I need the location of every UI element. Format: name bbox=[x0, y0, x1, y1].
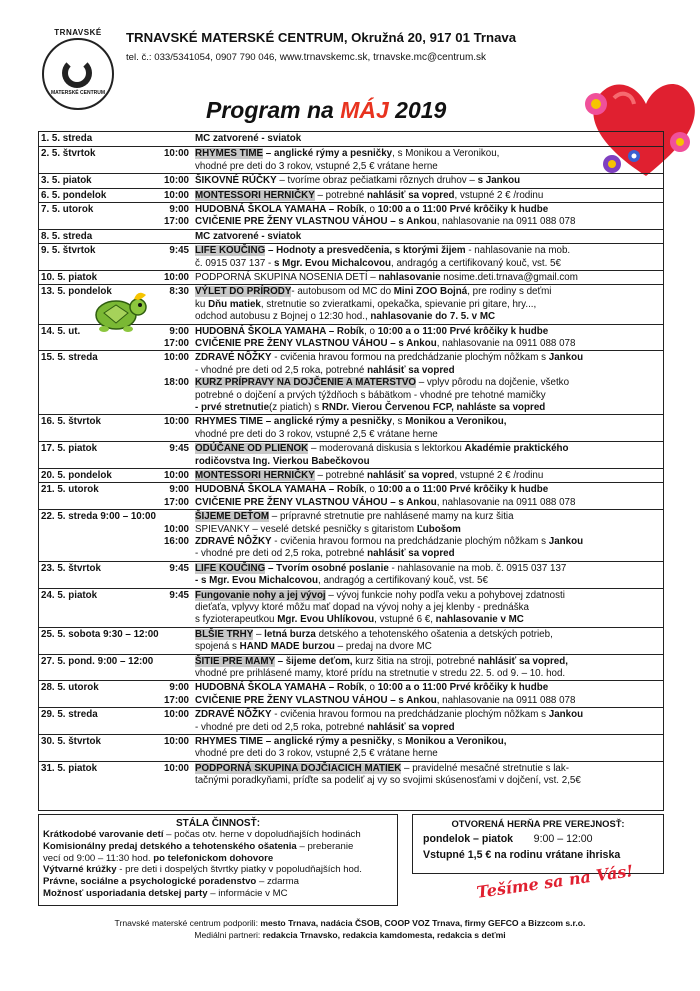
event-time: 10:00 bbox=[163, 272, 189, 283]
text-segment: - nahlasovanie na mob. č. 0915 037 137 bbox=[388, 562, 567, 574]
event-time: 18:00 bbox=[163, 377, 189, 389]
playroom-title: OTVORENÁ HERŇA PRE VEREJNOSŤ: bbox=[451, 818, 625, 829]
bold-text-segment: 10:00 a o 11:00 Prvé krôčiky k hudbe bbox=[377, 204, 549, 215]
schedule-row bbox=[39, 707, 663, 734]
bold-text-segment: ZDRAVÉ NÔŽKY bbox=[195, 535, 272, 547]
text-segment: , s bbox=[392, 736, 406, 747]
bold-text-segment: 10:00 a o 11:00 Prvé krôčiky k hudbe bbox=[377, 682, 549, 694]
bold-text-segment: nahlásiť sa vopred bbox=[367, 189, 455, 201]
text-segment: nosime.deti.trnava@gmail.com bbox=[440, 272, 578, 283]
c-logo-icon bbox=[62, 58, 92, 88]
schedule-row bbox=[39, 229, 663, 243]
text-segment: odchod autobusu z Bojnej o 12:30 hod., bbox=[195, 311, 371, 323]
schedule-row bbox=[39, 734, 663, 761]
event-time: 17:00 bbox=[163, 694, 189, 706]
event-date: 3. 5. piatok bbox=[41, 175, 92, 187]
schedule-row bbox=[39, 132, 663, 146]
turtle-icon bbox=[90, 285, 148, 335]
title-month: MÁJ bbox=[340, 97, 389, 123]
event-time: 9:45 bbox=[169, 443, 189, 455]
bold-text-segment: Mgr. Evou Uhlíkovou bbox=[277, 614, 375, 626]
bold-text-segment: nahlásiť sa vopred, bbox=[477, 655, 568, 667]
bold-text-segment: nahlasovanie bbox=[378, 272, 441, 283]
schedule-row bbox=[39, 761, 663, 788]
playroom-fee: Vstupné 1,5 € na rodinu vrátane ihriska bbox=[423, 849, 621, 861]
bold-text-segment: s Jankou bbox=[477, 175, 521, 187]
text-segment: vhodné pre deti do 3 rokov, vstupné 2,5 € vrátane herne bbox=[195, 160, 438, 172]
bold-text-segment: Možnosť usporiadania detskej party bbox=[43, 887, 208, 899]
schedule-row bbox=[39, 414, 663, 441]
bold-text-segment: - prvé stretnutie bbox=[195, 401, 270, 413]
event-description-line bbox=[195, 511, 514, 523]
text-segment: spojená s bbox=[195, 641, 240, 653]
bold-text-segment: Jankou bbox=[548, 709, 584, 721]
bold-text-segment: nahlásiť sa vopred bbox=[367, 364, 455, 376]
logo bbox=[42, 28, 114, 106]
text-segment: - cvičenia hravou formou na predchádzanie plochým nôžkam s bbox=[271, 352, 549, 364]
bold-text-segment: ŠIJEME DEŤOM bbox=[195, 511, 270, 523]
bold-text-segment: PODPORNÁ SKUPINA DOJČIACICH MATIEK bbox=[195, 762, 402, 774]
text-segment: , stretnutie so zvieratkami, opekačka, spievanie pri gitare, hry..., bbox=[260, 298, 537, 310]
footer-media bbox=[0, 930, 700, 940]
permanent-activities-box bbox=[38, 814, 398, 906]
schedule-row bbox=[39, 680, 663, 707]
text-segment: – informácie v MC bbox=[207, 887, 288, 899]
schedule-table bbox=[38, 131, 664, 811]
text-segment: (z piatich) s bbox=[269, 401, 322, 413]
event-date: 14. 5. ut. bbox=[41, 325, 81, 337]
event-description-line bbox=[195, 204, 548, 216]
event-description-line bbox=[195, 352, 583, 364]
bold-text-segment: s Mgr. Evou Michalcovou bbox=[273, 257, 392, 269]
bold-text-segment: nahlásiť sa vopred bbox=[367, 548, 455, 560]
text-segment: - pre deti i dospelých štvrtky piatky v popoludňajších hod. bbox=[116, 864, 362, 876]
text-segment: , vstupné 2 € /rodinu bbox=[454, 470, 544, 481]
event-description-line bbox=[195, 470, 543, 482]
event-date: 10. 5. piatok bbox=[41, 272, 98, 283]
event-time: 10:00 bbox=[163, 762, 189, 774]
permanent-activity-line bbox=[43, 829, 393, 841]
event-description-line bbox=[195, 548, 455, 560]
bold-text-segment: Monikou a Veronikou, bbox=[405, 416, 507, 428]
event-date: 29. 5. streda bbox=[41, 709, 98, 721]
event-description-line bbox=[195, 641, 432, 653]
event-description-line bbox=[195, 338, 575, 350]
event-time: 9:00 bbox=[169, 682, 189, 694]
bold-text-segment: Jankou bbox=[548, 535, 584, 547]
text-segment: , o bbox=[364, 204, 378, 215]
event-description-line bbox=[195, 429, 438, 441]
event-description-line bbox=[195, 365, 455, 377]
text-segment: tačnými poradkyňami, príďte sa podeliť aj vy so svojimi skúsenosťami v dojčení, vst. 2,5€ bbox=[195, 775, 581, 787]
logo-bottom-text: MATERSKÉ CENTRUM bbox=[50, 90, 106, 96]
event-description-line bbox=[195, 148, 499, 160]
event-description-line bbox=[195, 161, 438, 173]
event-description-line bbox=[195, 602, 529, 614]
event-date: 15. 5. streda bbox=[41, 352, 98, 364]
event-description-line bbox=[195, 443, 569, 455]
bold-text-segment: Jankou bbox=[548, 352, 584, 364]
text-segment: - vhodné pre deti od 2,5 roka, potrebné bbox=[195, 364, 368, 376]
event-description-line bbox=[195, 299, 536, 311]
event-description-line bbox=[195, 456, 370, 468]
phone-numbers: tel. č.: 033/5341054, 0907 790 046, bbox=[126, 52, 277, 63]
event-time: 16:00 bbox=[163, 535, 189, 547]
schedule-row bbox=[39, 561, 663, 588]
text-segment: - cvičenia hravou formou na predchádzanie plochým nôžkam s bbox=[271, 709, 549, 721]
text-segment: , nahlasovanie na 0911 088 078 bbox=[436, 216, 576, 228]
event-description-line bbox=[195, 775, 581, 787]
schedule-row bbox=[39, 188, 663, 202]
bold-text-segment: 10:00 a o 11:00 Prvé krôčiky k hudbe bbox=[377, 484, 549, 496]
permanent-activity-line bbox=[43, 864, 393, 876]
event-date: 17. 5. piatok bbox=[41, 443, 98, 455]
text-segment: , nahlasovanie na 0911 088 078 bbox=[436, 694, 576, 706]
text-segment: vhodné pre deti do 3 rokov, vstupné 2,5 € vrátane herne bbox=[195, 748, 438, 760]
text-segment: – preberanie bbox=[296, 840, 354, 852]
event-time: 10:00 bbox=[163, 470, 189, 481]
schedule-row bbox=[39, 482, 663, 509]
event-date: 30. 5. štvrtok bbox=[41, 736, 101, 747]
logo-top-text: TRNAVSKÉ bbox=[54, 28, 102, 37]
text-segment: – počas otv. herne v dopoludňajších hodinách bbox=[163, 829, 361, 840]
bold-text-segment: KURZ PRÍPRAVY NA DOJČENIE A MATERSTVO bbox=[195, 377, 416, 389]
event-description-line bbox=[195, 629, 553, 641]
text-segment: PODPORNÁ SKUPINA NOSENIA DETÍ – bbox=[195, 272, 379, 283]
bold-text-segment: Komisionálny predaj detského a tehotenského ošatenia bbox=[43, 840, 297, 852]
bold-text-segment: – anglické rýmy a pesničky bbox=[263, 148, 393, 160]
event-description-line bbox=[195, 682, 548, 694]
text-segment: – moderovaná diskusia s lektorkou bbox=[308, 443, 465, 455]
event-description-line bbox=[195, 416, 506, 428]
event-date: 6. 5. pondelok bbox=[41, 189, 107, 201]
permanent-activity-line bbox=[43, 853, 393, 865]
text-segment: , andragóg a certifikovaný kouč, vst. 5€ bbox=[318, 575, 488, 587]
event-description-line bbox=[195, 536, 583, 548]
event-description-line bbox=[195, 484, 548, 496]
event-time: 10:00 bbox=[163, 352, 189, 364]
text-segment: – vývoj funkcie nohy podľa veku a pohybovej zdatnosti bbox=[325, 589, 565, 601]
permanent-title: STÁLA ČINNOSŤ: bbox=[175, 818, 261, 829]
schedule-row bbox=[39, 202, 663, 229]
event-time: 9:00 bbox=[169, 325, 189, 337]
bold-text-segment: Dňu matiek bbox=[208, 298, 261, 310]
bold-text-segment: CVIČENIE PRE ŽENY VLASTNOU VÁHOU – s Ankou bbox=[195, 216, 437, 228]
text-segment: , andragóg a certifikovaný kouč, vst. 5€ bbox=[391, 257, 561, 269]
bold-text-segment: Akadémie praktického bbox=[464, 443, 569, 455]
web-email[interactable]: www.trnavskemc.sk, trnavske.mc@centrum.sk bbox=[279, 52, 487, 63]
bold-text-segment: Mini ZOO Bojná bbox=[393, 286, 468, 298]
bold-text-segment: rodičovstva Ing. Vierkou Babečkovou bbox=[195, 455, 370, 467]
event-description-line bbox=[195, 722, 455, 734]
footer-supporters bbox=[0, 918, 700, 928]
event-date: 2. 5. štvrtok bbox=[41, 148, 96, 160]
text-segment: s fyzioterapeutkou bbox=[195, 614, 278, 626]
event-description-line bbox=[195, 326, 548, 338]
bold-text-segment: nahlásiť sa vopred bbox=[367, 721, 455, 733]
bold-text-segment: RHYMES TIME bbox=[195, 148, 264, 160]
text-segment: – predaj na dvore MC bbox=[334, 641, 432, 653]
event-time: 10:00 bbox=[163, 736, 189, 747]
bold-text-segment: LIFE KOUČING bbox=[195, 245, 266, 257]
bold-text-segment: Fungovanie nohy a jej vývoj bbox=[195, 589, 326, 601]
schedule-row bbox=[39, 441, 663, 468]
event-description-line bbox=[195, 272, 578, 284]
event-time: 17:00 bbox=[163, 216, 189, 228]
event-date: 16. 5. štvrtok bbox=[41, 416, 101, 428]
bold-text-segment: RHYMES TIME – anglické rýmy a pesničky bbox=[195, 736, 393, 747]
event-description-line bbox=[195, 656, 568, 668]
event-description-line bbox=[195, 231, 301, 243]
event-description-line bbox=[195, 709, 583, 721]
event-description-line bbox=[195, 286, 551, 298]
text-segment: – potrebné bbox=[314, 470, 368, 481]
text-segment: , o bbox=[364, 682, 378, 694]
text-segment: – vplyv pôrodu na dojčenie, všetko bbox=[416, 377, 570, 389]
event-date: 22. 5. streda 9:00 – 10:00 bbox=[41, 511, 156, 523]
text-segment: – bbox=[253, 628, 265, 640]
bold-text-segment: RNDr. Vierou Červenou FCP, nahláste sa vopred bbox=[321, 401, 546, 413]
event-description-line bbox=[195, 311, 495, 323]
bold-text-segment: Právne, sociálne a psychologické poradenstvo bbox=[43, 876, 257, 888]
bold-text-segment: - s Mgr. Evou Michalcovou bbox=[195, 575, 319, 587]
text-segment: vhodné pre deti do 3 rokov, vstupné 2,5 € vrátane herne bbox=[195, 428, 438, 440]
bold-text-segment: nahlásiť sa vopred bbox=[367, 470, 455, 481]
text-segment: potrebné o dojčení a prvých týždňoch s bábätkom - vhodné pre tehotné mamičky bbox=[195, 389, 546, 401]
event-time: 9:00 bbox=[169, 484, 189, 496]
event-description-line bbox=[195, 377, 569, 389]
contact-line bbox=[126, 52, 486, 63]
bold-text-segment: CVIČENIE PRE ŽENY VLASTNOU VÁHOU – s Ankou bbox=[195, 337, 437, 349]
event-time: 10:00 bbox=[163, 416, 189, 428]
flower-pink bbox=[585, 93, 607, 115]
bold-text-segment: CVIČENIE PRE ŽENY VLASTNOU VÁHOU – s Ankou bbox=[195, 496, 437, 508]
text-segment: , vstupné 2 € /rodinu bbox=[454, 189, 544, 201]
bold-text-segment: – šijeme deťom, bbox=[274, 655, 353, 667]
bold-text-segment: BLŠIE TRHY bbox=[195, 628, 254, 640]
event-date: 24. 5. piatok bbox=[41, 589, 98, 601]
bold-text-segment: Krátkodobé varovanie detí bbox=[43, 829, 164, 840]
event-date: 23. 5. štvrtok bbox=[41, 562, 101, 574]
text-segment: - vhodné pre deti od 2,5 roka, potrebné bbox=[195, 721, 368, 733]
text-segment: - cvičenia hravou formou na predchádzanie plochým nôžkam s bbox=[271, 535, 549, 547]
permanent-activity-line bbox=[43, 888, 393, 900]
slogan: Tešíme sa na Vás! bbox=[475, 861, 635, 902]
event-description-line bbox=[195, 590, 565, 602]
event-time: 10:00 bbox=[163, 189, 189, 201]
text-segment: - nahlasovanie na mob. bbox=[465, 245, 571, 257]
schedule-row bbox=[39, 654, 663, 681]
event-date: 1. 5. streda bbox=[41, 133, 93, 144]
bold-text-segment: HUDOBNÁ ŠKOLA YAMAHA – Robík bbox=[195, 204, 365, 215]
bold-text-segment: MC zatvorené - sviatok bbox=[195, 230, 302, 242]
bold-text-segment: po telefonickom dohovore bbox=[153, 852, 274, 864]
event-description-line bbox=[195, 390, 546, 402]
schedule-row bbox=[39, 350, 663, 414]
bold-text-segment: 10:00 a o 11:00 Prvé krôčiky k hudbe bbox=[377, 325, 549, 337]
bold-text-segment: letná burza bbox=[264, 628, 316, 640]
text-segment: , vstupné 6 €, bbox=[374, 614, 436, 626]
schedule-row bbox=[39, 627, 663, 654]
footer-media-prefix: Mediálni partneri: bbox=[194, 930, 263, 940]
event-time: 17:00 bbox=[163, 337, 189, 349]
bold-text-segment: HUDOBNÁ ŠKOLA YAMAHA – Robík bbox=[195, 325, 365, 337]
text-segment: vhodné pre prihlásené mamy, ktoré prídu na stretnutie v stredu 22. 5. od 9. – 10. hod. bbox=[195, 667, 566, 679]
page-title bbox=[206, 97, 446, 124]
bold-text-segment: HUDOBNÁ ŠKOLA YAMAHA – Robík bbox=[195, 682, 365, 694]
event-description-line bbox=[195, 190, 543, 202]
event-time: 9:00 bbox=[169, 204, 189, 215]
text-segment: , s Monikou a Veronikou, bbox=[392, 148, 500, 160]
event-description-line bbox=[195, 497, 575, 509]
event-time: 17:00 bbox=[163, 496, 189, 508]
bold-text-segment: – Hodnoty a presvedčenia, s ktorými žijem bbox=[265, 245, 466, 257]
event-time: 10:00 bbox=[163, 175, 189, 187]
text-segment: dieťaťa, vplyvy ktoré môžu mať dopad na vývoj nohy a jej klenby - prednáška bbox=[195, 601, 529, 613]
event-description-line bbox=[195, 133, 301, 145]
event-time: 10:00 bbox=[163, 709, 189, 721]
event-description-line bbox=[195, 524, 461, 536]
text-segment: - autobusom od MC do bbox=[291, 286, 394, 298]
text-segment: – potrebné bbox=[314, 189, 368, 201]
bold-text-segment: ŠIKOVNÉ RÚČKY bbox=[195, 175, 277, 187]
bold-text-segment: ŠITIE PRE MAMY bbox=[195, 655, 275, 667]
event-time: 9:45 bbox=[169, 589, 189, 601]
event-description-line bbox=[195, 748, 438, 760]
footer-supporters-prefix: Trnavské materské centrum podporili: bbox=[114, 918, 261, 928]
text-segment: , s bbox=[392, 416, 406, 428]
event-date: 20. 5. pondelok bbox=[41, 470, 112, 481]
event-time: 9:45 bbox=[169, 562, 189, 574]
text-segment: SPIEVANKY – veselé detské pesničky s gitaristom bbox=[195, 523, 417, 535]
event-date: 31. 5. piatok bbox=[41, 762, 98, 774]
event-time: 8:30 bbox=[169, 286, 189, 298]
bold-text-segment: nahlasovanie do 7. 5. v MC bbox=[370, 311, 496, 323]
event-date: 28. 5. utorok bbox=[41, 682, 99, 694]
event-description-line bbox=[195, 563, 566, 575]
schedule-row bbox=[39, 468, 663, 482]
bold-text-segment: ZDRAVÉ NÔŽKY bbox=[195, 709, 272, 721]
event-description-line bbox=[195, 763, 569, 775]
footer-media-list: redakcia Trnavsko, redakcia kamdomesta, redakcia s deťmi bbox=[262, 930, 506, 940]
bold-text-segment: RHYMES TIME – anglické rýmy a pesničky bbox=[195, 416, 393, 428]
bold-text-segment: Ľubošom bbox=[416, 523, 461, 535]
event-description-line bbox=[195, 575, 488, 587]
event-time: 9:45 bbox=[169, 245, 189, 257]
footer-supporters-list: mesto Trnava, nadácia ČSOB, COOP VOZ Trnava, firmy GEFCO a Bizzcom s.r.o. bbox=[260, 918, 586, 928]
text-segment: , pre rodiny s deťmi bbox=[467, 286, 552, 298]
bold-text-segment: CVIČENIE PRE ŽENY VLASTNOU VÁHOU – s Ankou bbox=[195, 694, 437, 706]
event-date: 21. 5. utorok bbox=[41, 484, 99, 496]
text-segment: vecí od 9:00 – 11:30 hod. bbox=[43, 852, 154, 864]
event-date: 7. 5. utorok bbox=[41, 204, 94, 215]
bold-text-segment: Výtvarné krúžky bbox=[43, 864, 117, 876]
text-segment: - vhodné pre deti od 2,5 roka, potrebné bbox=[195, 548, 368, 560]
text-segment: , o bbox=[364, 484, 378, 496]
event-description-line bbox=[195, 175, 520, 187]
event-date: 8. 5. streda bbox=[41, 230, 93, 242]
permanent-activity-line bbox=[43, 876, 393, 888]
playroom-days: pondelok – piatok bbox=[423, 833, 514, 845]
event-time: 10:00 bbox=[163, 148, 189, 160]
event-description-line bbox=[195, 402, 545, 414]
text-segment: č. 0915 037 137 - bbox=[195, 257, 274, 269]
playroom-time: 9:00 – 12:00 bbox=[533, 833, 593, 845]
schedule-row bbox=[39, 146, 663, 173]
bold-text-segment: MC zatvorené - sviatok bbox=[195, 133, 302, 144]
schedule-row bbox=[39, 243, 663, 270]
text-segment: – pravidelné mesačné stretnutie s lak- bbox=[401, 762, 570, 774]
text-segment: – zdarma bbox=[256, 876, 299, 888]
bold-text-segment: VÝLET DO PRÍRODY bbox=[195, 286, 292, 298]
event-description-line bbox=[195, 245, 570, 257]
event-description-line bbox=[195, 695, 575, 707]
bold-text-segment: ZDRAVÉ NÔŽKY bbox=[195, 352, 272, 364]
text-segment: , o bbox=[364, 325, 378, 337]
bold-text-segment: HAND MADE burzou bbox=[239, 641, 335, 653]
event-time: 10:00 bbox=[163, 523, 189, 535]
permanent-activity-line bbox=[43, 841, 393, 853]
schedule-row bbox=[39, 173, 663, 187]
schedule-row bbox=[39, 509, 663, 561]
title-year: 2019 bbox=[388, 97, 447, 123]
event-description-line bbox=[195, 614, 524, 626]
event-date: 13. 5. pondelok bbox=[41, 286, 112, 298]
event-description-line bbox=[195, 736, 506, 748]
text-segment: detského a tehotenského ošatenia a detských potrieb, bbox=[315, 628, 553, 640]
playroom-hours bbox=[419, 833, 657, 845]
bold-text-segment: Monikou a Veronikou, bbox=[405, 736, 507, 747]
event-date: 25. 5. sobota 9:30 – 12:00 bbox=[41, 628, 159, 640]
text-segment: – tvoríme obraz pečiatkami rôznych druhov – bbox=[276, 175, 478, 187]
text-segment: , nahlasovanie na 0911 088 078 bbox=[436, 496, 576, 508]
text-segment: – prípravné stretnutie pre nahlásené mamy na kurz šitia bbox=[269, 511, 514, 523]
event-description-line bbox=[195, 216, 575, 228]
bold-text-segment: MONTESSORI HERNIČKY bbox=[195, 189, 315, 201]
bold-text-segment: ODÚČANE OD PLIENOK bbox=[195, 443, 309, 455]
event-date: 27. 5. pond. 9:00 – 12:00 bbox=[41, 655, 154, 667]
bold-text-segment: nahlasovanie v MC bbox=[435, 614, 524, 626]
bold-text-segment: LIFE KOUČING bbox=[195, 562, 266, 574]
bold-text-segment: MONTESSORI HERNIČKY bbox=[195, 470, 315, 481]
text-segment: ku bbox=[195, 298, 209, 310]
text-segment: kurz šitia na stroji, potrebné bbox=[352, 655, 478, 667]
org-name: TRNAVSKÉ MATERSKÉ CENTRUM, Okružná 20, 917 01 Trnava bbox=[126, 30, 517, 45]
event-description-line bbox=[195, 668, 565, 680]
bold-text-segment: HUDOBNÁ ŠKOLA YAMAHA – Robík bbox=[195, 484, 365, 496]
schedule-row bbox=[39, 588, 663, 627]
event-date: 9. 5. štvrtok bbox=[41, 245, 96, 257]
title-prefix: Program na bbox=[206, 97, 341, 123]
event-description-line bbox=[195, 258, 561, 270]
bold-text-segment: – Tvorím osobné poslanie bbox=[265, 562, 389, 574]
flower-pink-2 bbox=[670, 132, 690, 152]
text-segment: , nahlasovanie na 0911 088 078 bbox=[436, 337, 576, 349]
schedule-row bbox=[39, 270, 663, 284]
